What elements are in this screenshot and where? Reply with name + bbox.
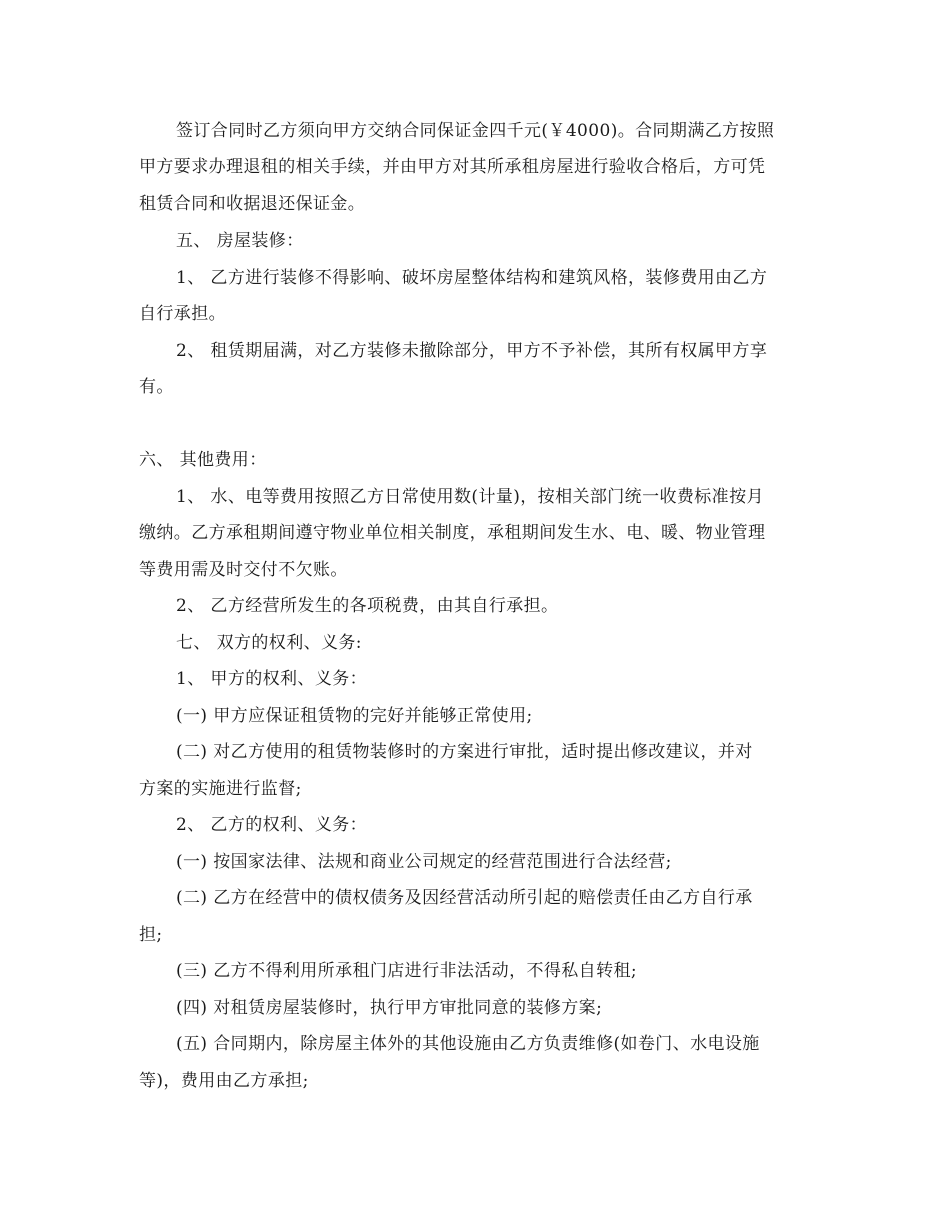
- list-item: (二) 乙方在经营中的债权债务及因经营活动所引起的赔偿责任由乙方自行承: [176, 888, 753, 908]
- section-heading-7: 七、 双方的权利、义务:: [176, 633, 362, 653]
- paragraph-line: 1、 乙方进行装修不得影响、破坏房屋整体结构和建筑风格，装修费用由乙方: [176, 268, 768, 288]
- list-item: (三) 乙方不得利用所承租门店进行非法活动，不得私自转租;: [176, 961, 637, 981]
- section-heading-5: 五、 房屋装修：: [176, 231, 304, 251]
- list-item-continuation: 担;: [139, 925, 163, 945]
- section-heading-6: 六、 其他费用：: [139, 450, 267, 470]
- paragraph-line: 签订合同时乙方须向甲方交纳合同保证金四千元(￥4000)。合同期满乙方按照: [176, 121, 775, 141]
- list-item-continuation: 方案的实施进行监督;: [139, 779, 302, 799]
- subheading-party-a: 1、 甲方的权利、义务：: [176, 669, 368, 689]
- list-item: (四) 对租赁房屋装修时，执行甲方审批同意的装修方案;: [176, 998, 603, 1018]
- list-item: (五) 合同期内，除房屋主体外的其他设施由乙方负责维修(如卷门、水电设施: [176, 1034, 760, 1054]
- paragraph-line: 等费用需及时交付不欠账。: [139, 560, 348, 580]
- paragraph-line: 2、 乙方经营所发生的各项税费，由其自行承担。: [176, 596, 559, 616]
- paragraph-line: 自行承担。: [139, 304, 226, 324]
- paragraph-line: 2、 租赁期届满，对乙方装修未撤除部分，甲方不予补偿，其所有权属甲方享: [176, 341, 768, 361]
- paragraph-line: 缴纳。乙方承租期间遵守物业单位相关制度，承租期间发生水、电、暖、物业管理: [139, 523, 766, 543]
- paragraph-line: 1、 水、电等费用按照乙方日常使用数(计量)，按相关部门统一收费标准按月: [176, 487, 764, 507]
- paragraph-line: 租赁合同和收据退还保证金。: [139, 194, 366, 214]
- list-item-continuation: 等)，费用由乙方承担;: [139, 1071, 309, 1091]
- paragraph-line: 有。: [139, 377, 174, 397]
- list-item: (二) 对乙方使用的租赁物装修时的方案进行审批，适时提出修改建议，并对: [176, 742, 753, 762]
- paragraph-line: 甲方要求办理退租的相关手续，并由甲方对其所承租房屋进行验收合格后，方可凭: [139, 157, 766, 177]
- subheading-party-b: 2、 乙方的权利、义务：: [176, 815, 368, 835]
- list-item: (一) 按国家法律、法规和商业公司规定的经营范围进行合法经营;: [176, 852, 672, 872]
- list-item: (一) 甲方应保证租赁物的完好并能够正常使用;: [176, 706, 533, 726]
